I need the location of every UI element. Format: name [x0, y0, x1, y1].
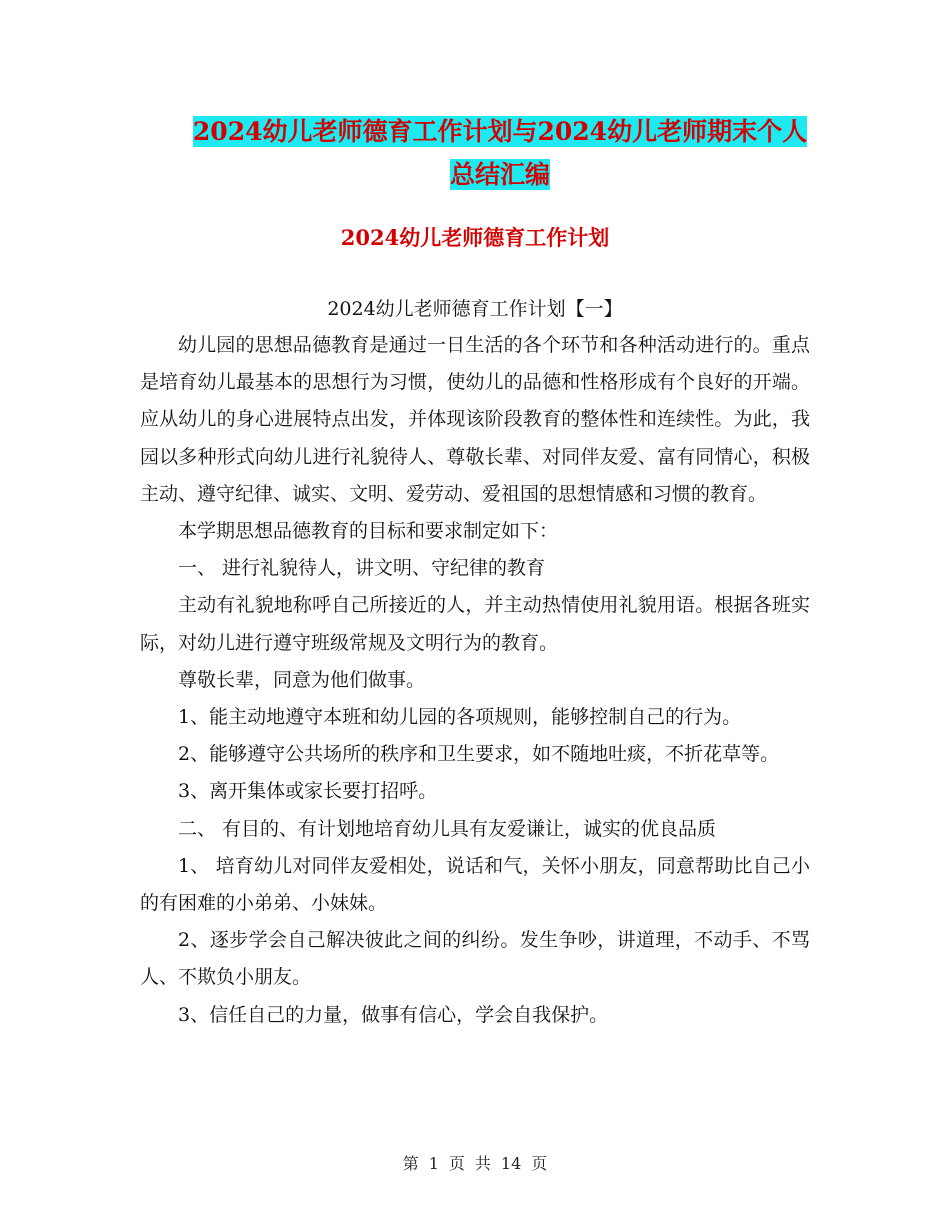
page-footer	[0, 1152, 950, 1176]
footer-page-prefix: 第	[402, 1154, 419, 1173]
paragraph: 本学期思想品德教育的目标和要求制定如下：	[178, 520, 559, 543]
paragraph: 2、逐步学会自己解决彼此之间的纠纷。发生争吵，讲道理，不动手、不骂人、不欺负小朋友。	[140, 929, 810, 989]
main-title-line-1: 2024幼儿老师德育工作计划与2024幼儿老师期末个人	[192, 117, 808, 146]
footer-page-mid: 页	[448, 1154, 465, 1173]
paragraph: 幼儿园的思想品德教育是通过一日生活的各个环节和各种活动进行的。重点是培育幼儿最基本的思想行为习惯，使幼儿的品德和性格形成有个良好的开端。应从幼儿的身心进展特点出发，并体现该阶段教育的整体性和连续性。为此，我园以多种形式向幼儿进行礼貌待人、尊敬长辈、对同伴友爱、富有同情心，积极主动、遵守纪律、诚实、文明、爱劳动、爱祖国的思想情感和习惯的教育。	[140, 334, 810, 505]
paragraph: 2、能够遵守公共场所的秩序和卫生要求，如不随地吐痰，不折花草等。	[178, 743, 780, 766]
footer-total-prefix: 共	[474, 1154, 491, 1173]
sub-title: 2024幼儿老师德育工作计划	[340, 225, 610, 250]
body-text	[140, 327, 810, 1034]
footer-total-pages: 14	[500, 1154, 522, 1173]
paragraph: 二、 有目的、有计划地培育幼儿具有友爱谦让，诚实的优良品质	[178, 817, 717, 840]
paragraph: 1、能主动地遵守本班和幼儿园的各项规则，能够控制自己的行为。	[178, 706, 742, 729]
paragraph: 一、 进行礼貌待人，讲文明、守纪律的教育	[178, 557, 546, 580]
footer-page-number: 1	[428, 1154, 439, 1173]
paragraph: 尊敬长辈，同意为他们做事。	[178, 668, 426, 691]
paragraph: 主动有礼貌地称呼自己所接近的人，并主动热情使用礼貌用语。根据各班实际，对幼儿进行遵守班级常规及文明行为的教育。	[140, 594, 810, 654]
paragraph: 3、信任自己的力量，做事有信心，学会自我保护。	[178, 1003, 609, 1026]
footer-total-suffix: 页	[531, 1154, 548, 1173]
main-title-line-2: 总结汇编	[449, 160, 550, 189]
section-title: 2024幼儿老师德育工作计划【一】	[327, 298, 623, 320]
paragraph: 1、 培育幼儿对同伴友爱相处，说话和气，关怀小朋友，同意帮助比自己小的有困难的小弟弟、小妹妹。	[140, 854, 810, 915]
paragraph: 3、离开集体或家长要打招呼。	[178, 780, 438, 803]
